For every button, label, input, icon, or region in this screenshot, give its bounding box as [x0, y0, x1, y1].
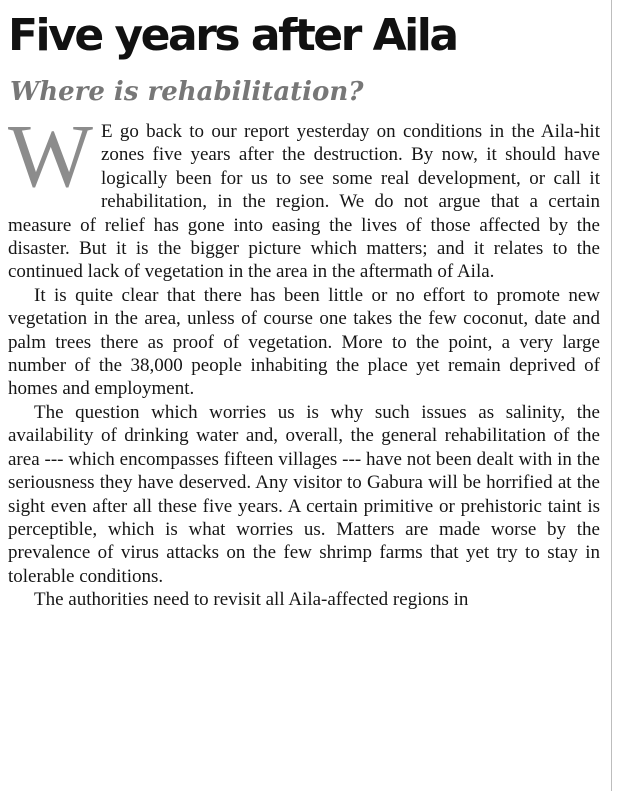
paragraph-1: [8, 107, 600, 284]
drop-cap: W: [8, 107, 93, 206]
paragraph-3: The question which worries us is why such issues as salinity, the availability of drinking water and, overall, the general rehabilitation of the area --- which encompasses fifteen villages --- have not been dealt with in the seriousness they have deserved. Any visitor to Gabura will be horrified at the sight even after all these five years. A certain primitive or prehistoric taint is perceptible, which is what worries us. Matters are made worse by the prevalence of virus attacks on the few shrimp farms that yet try to stay in tolerable conditions.: [8, 401, 600, 587]
paragraph-1-text: E go back to our report yesterday on conditions in the Aila-hit zones five years after the destruction. By now, it should have logically been for us to see some real development, or call it rehabilitation, in the region. We do not argue that a certain measure of relief has gone into easing the lives of those affected by the disaster. But it is the bigger picture which matters; and it relates to the continued lack of vegetation in the area in the aftermath of Aila.: [8, 121, 600, 283]
article-body: [8, 107, 600, 612]
subheadline: Where is rehabilitation?: [10, 77, 364, 107]
column-rule: [611, 0, 612, 791]
headline: Five years after Aila: [8, 10, 457, 61]
paragraph-4: The authorities need to revisit all Aila-affected regions in: [34, 589, 469, 611]
paragraph-2: It is quite clear that there has been little or no effort to promote new vegetation in the area, unless of course one takes the few coconut, date and palm trees there as proof of vegetation. More to the point, a very large number of the 38,000 people inhabiting the place yet remain deprived of homes and employment.: [8, 284, 600, 400]
